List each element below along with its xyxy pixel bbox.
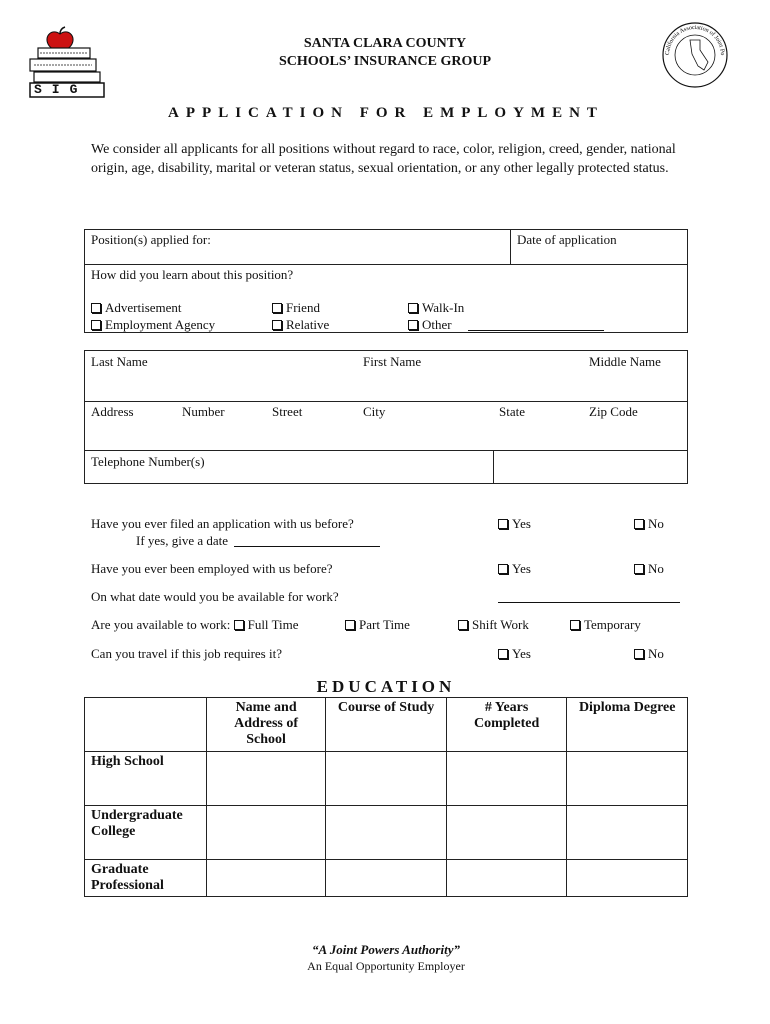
- other-option[interactable]: Other: [408, 317, 452, 333]
- checkbox-icon[interactable]: [498, 564, 508, 574]
- checkbox-icon[interactable]: [272, 303, 282, 313]
- footer-eoe: An Equal Opportunity Employer: [307, 959, 465, 973]
- checkbox-icon[interactable]: [408, 303, 418, 313]
- full-time-option[interactable]: Full Time: [234, 617, 299, 632]
- undergraduate-diploma-cell[interactable]: [567, 806, 688, 860]
- name-field[interactable]: [86, 372, 686, 398]
- travel-no[interactable]: No: [634, 646, 664, 662]
- undergraduate-course-cell[interactable]: [326, 806, 446, 860]
- checkbox-icon[interactable]: [91, 303, 101, 313]
- filed-before-no[interactable]: No: [634, 516, 664, 532]
- seal-text: California Association of Joint Po: [664, 24, 726, 56]
- travel-yes[interactable]: Yes: [498, 646, 531, 662]
- policy-statement: We consider all applicants for all positions without regard to race, color, religion, creed, gender, national origin, age, disability, marital or veteran status, sexual orientation, or any other legally protected status.: [91, 142, 676, 176]
- org-line1: SANTA CLARA COUNTY: [303, 36, 467, 51]
- positions-applied-label: Position(s) applied for:: [91, 232, 211, 247]
- table-row: [85, 752, 688, 806]
- sig-logo: [26, 26, 108, 98]
- telephone-field[interactable]: [495, 452, 686, 482]
- learn-about-label: How did you learn about this position?: [91, 267, 294, 282]
- positions-applied-field[interactable]: [215, 232, 505, 260]
- footer-tagline: “A Joint Powers Authority”: [312, 942, 460, 957]
- undergraduate-years-cell[interactable]: [446, 806, 567, 860]
- walk-in-option[interactable]: Walk-In: [408, 300, 464, 316]
- date-of-application-label: Date of application: [517, 232, 617, 247]
- street-label: Street: [272, 404, 303, 419]
- checkbox-icon[interactable]: [498, 519, 508, 529]
- checkbox-icon[interactable]: [634, 649, 644, 659]
- employed-before-yes[interactable]: Yes: [498, 561, 531, 577]
- education-heading: EDUCATION: [316, 677, 456, 696]
- first-name-label: First Name: [363, 354, 422, 369]
- filed-before-question: Have you ever filed an application with us before?: [91, 516, 354, 531]
- org-name: [200, 35, 570, 71]
- diploma-degree-header: Diploma Degree: [567, 698, 688, 752]
- page-title: APPLICATION FOR EMPLOYMENT: [168, 105, 604, 121]
- seal-icon: [660, 20, 730, 90]
- org-line2: SCHOOLS’ INSURANCE GROUP: [278, 54, 492, 69]
- high-school-diploma-cell[interactable]: [567, 752, 688, 806]
- checkbox-icon[interactable]: [345, 620, 355, 630]
- undergraduate-label: Undergraduate College: [85, 806, 207, 860]
- relative-option[interactable]: Relative: [272, 317, 329, 333]
- education-table: [84, 697, 688, 897]
- course-of-study-header: Course of Study: [326, 698, 446, 752]
- table-row: [85, 806, 688, 860]
- friend-option[interactable]: Friend: [272, 300, 320, 316]
- filed-before-yes[interactable]: Yes: [498, 516, 531, 532]
- advertisement-option[interactable]: Advertisement: [91, 300, 182, 316]
- logo-text: SIG: [34, 82, 88, 97]
- years-completed-header: # Years Completed: [446, 698, 567, 752]
- education-header-row: [85, 698, 688, 752]
- address-label: Address: [91, 404, 134, 419]
- state-label: State: [499, 404, 525, 419]
- checkbox-icon[interactable]: [634, 519, 644, 529]
- checkbox-icon[interactable]: [458, 620, 468, 630]
- undergraduate-name-cell[interactable]: [206, 806, 326, 860]
- available-work-question: Are you available to work: Full Time: [91, 617, 299, 632]
- telephone-label: Telephone Number(s): [91, 454, 205, 469]
- employment-agency-option[interactable]: Employment Agency: [91, 317, 215, 333]
- checkbox-icon[interactable]: [91, 320, 101, 330]
- employed-before-question: Have you ever been employed with us before?: [91, 561, 333, 576]
- other-specify-line[interactable]: [468, 330, 604, 331]
- if-yes-date-line[interactable]: [234, 546, 380, 547]
- high-school-label: High School: [85, 752, 207, 806]
- graduate-years-cell[interactable]: [446, 860, 567, 897]
- checkbox-icon[interactable]: [634, 564, 644, 574]
- graduate-course-cell[interactable]: [326, 860, 446, 897]
- shift-work-option[interactable]: Shift Work: [458, 617, 529, 633]
- table-row: [85, 860, 688, 897]
- middle-name-label: Middle Name: [589, 354, 661, 369]
- graduate-name-cell[interactable]: [206, 860, 326, 897]
- zip-code-label: Zip Code: [589, 404, 638, 419]
- number-label: Number: [182, 404, 225, 419]
- checkbox-icon[interactable]: [498, 649, 508, 659]
- high-school-name-cell[interactable]: [206, 752, 326, 806]
- checkbox-icon[interactable]: [234, 620, 244, 630]
- graduate-diploma-cell[interactable]: [567, 860, 688, 897]
- high-school-years-cell[interactable]: [446, 752, 567, 806]
- employed-before-no[interactable]: No: [634, 561, 664, 577]
- last-name-label: Last Name: [91, 354, 148, 369]
- travel-question: Can you travel if this job requires it?: [91, 646, 282, 661]
- temporary-option[interactable]: Temporary: [570, 617, 641, 633]
- high-school-course-cell[interactable]: [326, 752, 446, 806]
- date-of-application-field[interactable]: [512, 248, 684, 262]
- graduate-label: Graduate Professional: [85, 860, 207, 897]
- school-name-header: Name and Address of School: [206, 698, 326, 752]
- if-yes-date-label: If yes, give a date: [136, 533, 229, 548]
- city-label: City: [363, 404, 386, 419]
- checkbox-icon[interactable]: [570, 620, 580, 630]
- address-field[interactable]: [86, 422, 686, 448]
- part-time-option[interactable]: Part Time: [345, 617, 410, 633]
- checkbox-icon[interactable]: [272, 320, 282, 330]
- education-header-blank: [85, 698, 207, 752]
- available-date-line[interactable]: [498, 602, 680, 603]
- checkbox-icon[interactable]: [408, 320, 418, 330]
- available-date-question: On what date would you be available for work?: [91, 589, 339, 604]
